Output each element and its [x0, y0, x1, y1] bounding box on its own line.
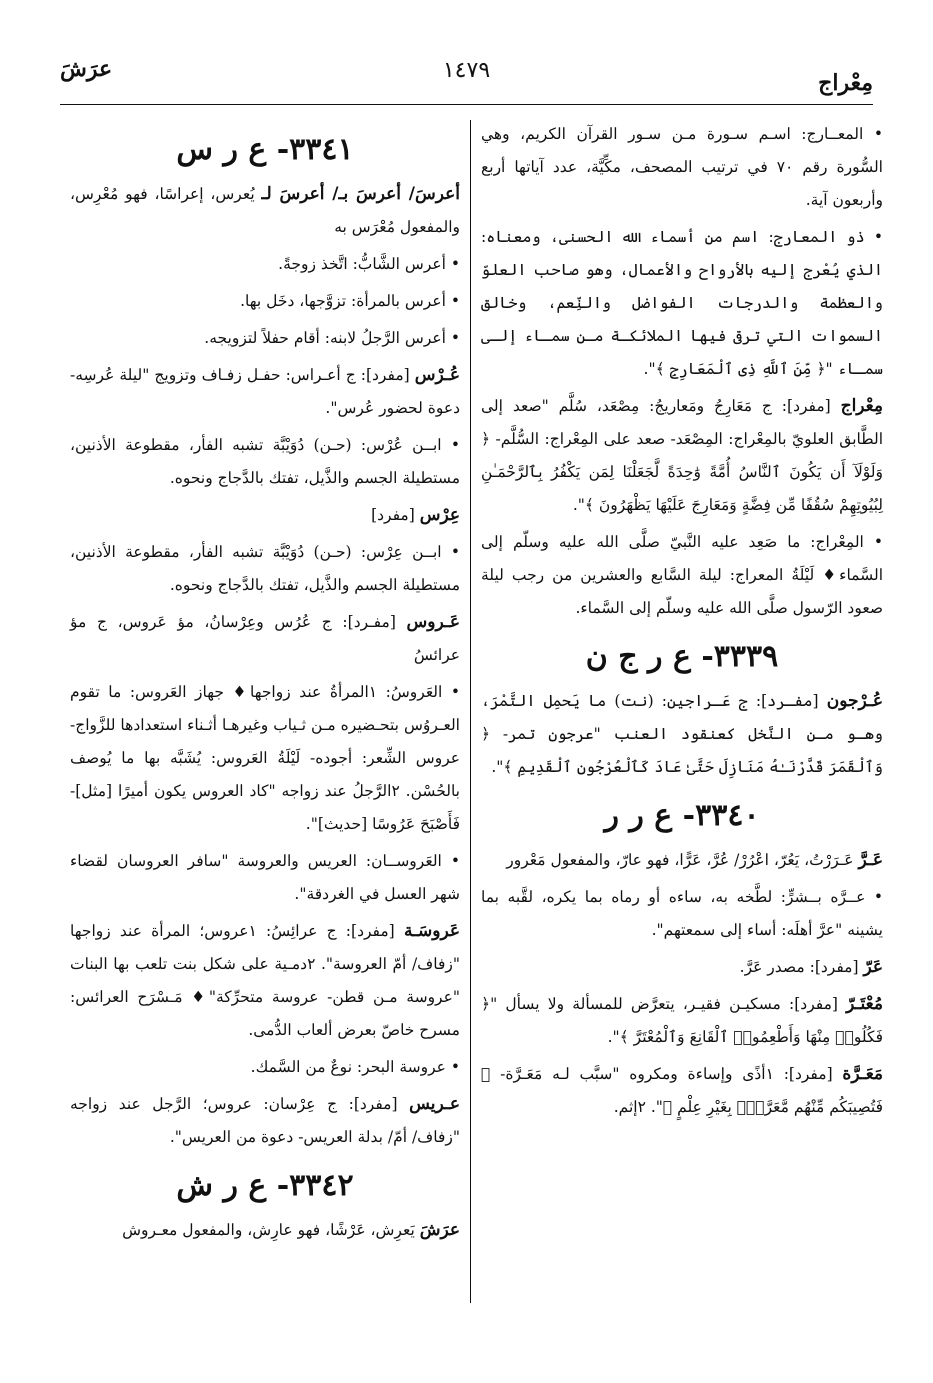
entry: عُـرْجون [مفـرد]: ج عَـراجين: (نت) ما يَحمِل التَّمْرَ، وهـو مـن النَّخل كعنقود العنب "عرجون تمر- ﴿ وَٱلْقَمَرَ قَدَّرْنَـٰهُ مَنَازِلَ حَتَّىٰ عَادَ كَٱلْعُرْجُونِ ٱلْقَدِيمِ ﴾". — [481, 691, 883, 776]
entry: عَـرَّ عَـرَرْتُ، يَعُرّ، اعْرُرْ/ عُرَّ، عَرًّا، فهو عارّ، والمفعول مَعْرور — [506, 850, 883, 870]
entry: • ابــن عِرْس: (حـن) دُوَيْبَّة تشبه الفأر، مقطوعة الأذنين، مستطيلة الجسم والذَّيل، تفتك بالدَّجاج ونحوه. — [70, 543, 460, 594]
headword: مَعَـرَّة — [842, 1064, 883, 1084]
headword: عَـرَّ — [858, 850, 883, 870]
entry: عرَشَ يَعرِش، عَرْشًا، فهو عارِش، والمفعول معـروش — [122, 1220, 460, 1240]
entry: • العَروســان: العريس والعروسة "سافر العروسان لقضاء شهر العسل في الغردقة". — [70, 852, 460, 903]
page-header — [60, 48, 873, 108]
entry: • أعرس الرَّجلُ لابنه: أقام حفلاً لتزويجه. — [204, 329, 460, 347]
left-column — [70, 118, 460, 1251]
entry: • عــرَّه بــشرٍّ: لطَّخه به، ساءه أو رماه بما يكره، لقَّبه بما يشينه "عرَّ أهلَه: أساء إلى سمعتهم". — [481, 888, 883, 939]
entry: • المعــارج: اسـم سـورة مـن سـور القرآن الكريم، وهي السُّورة رقم ٧٠ في ترتيب المصحف، مكِّيَّة، عدد آياتها أربع وأربعون آية. — [481, 125, 883, 209]
entry: • ابــن عُرْس: (حـن) دُوَيْبَّة تشبه الفأر، مقطوعة الأذنين، مستطيلة الجسم والذَّيل، تفتك بالدَّجاج ونحوه. — [70, 436, 460, 487]
headword: عَرّ — [863, 957, 883, 977]
entry: عَرّ [مفرد]: مصدر عَرَّ. — [739, 957, 883, 977]
entry: مِعْراج [مفرد]: ج مَعَارِجُ ومَعاريجُ: مِصْعَد، سُلَّم "صعد إلى الطَّابق العلويّ بالمِعْراج: المِصْعَد- صعد على المِعْراج: السُّلَّم- ﴿ وَلَوْلَآ أَن يَكُونَ ٱلنَّاسُ أُمَّةً وَٰحِدَةً لَّجَعَلْنَا لِمَن يَكْفُرُ بِٱلرَّحْمَـٰنِ لِبُيُوتِهِمْ سُقُفًا مِّن فِضَّةٍ وَمَعَارِجَ عَلَيْهَا يَظْهَرُونَ ﴾". — [481, 396, 883, 514]
entry: • العَروسُ: ١المرأةُ عند زواجها♦ جهاز العَروس: ما تقوم العـروُس بتحـضيره مـن ثـياب وغيرهـا أثـناء استعدادها للزَّواج- عروس الشِّعر: أجوده- لَيْلَةُ العَروس: يُشَبَّه بها ما يُوصف بالحُسْن. ٢الرَّجلُ عند زواجه "كاد العروس يكون أميرًا [مثل]- فَأَصْبَحَ عَرُوسًا [حديث]". — [70, 683, 460, 833]
headword: عِرْس — [419, 505, 460, 525]
entry: عَـروس [مفـرد]: ج عُرُس وعِرْسانُ، مؤ عَروس، ج مؤ عرائسُ — [70, 612, 460, 664]
entry: عـريس [مفرد]: ج عِرْسان: عروس؛ الرَّجل عند زواجه "زفاف/ أمّ/ بدلة العريس- دعوة من العريس". — [70, 1094, 460, 1146]
entry: عُـرْس [مفرد]: ج أعـراس: حفـل زفـاف وتزويج "ليلة عُرسِه- دعوة لحضور عُرس". — [70, 365, 460, 417]
entry: • ذو المعارج: اسم من أسماء الله الحسنى، ومعناه: الذي يُعْرج إليه بالأرواح والأعمال، وهو صاحب العلوّ والعظمة والدرجات الفواضل والنِّعم، وخالق السموات التي ترقى فيها الملائكـة مـن سمـاء إلـى سمـاء "﴿ مِّنَ ٱللَّهِ ذِى ٱلْمَعَارِجِ ﴾". — [481, 228, 883, 378]
entry: مُعْتَـرّ [مفرد]: مسكيـن فقيـر، يتعرَّض للمسألة ولا يسأل "﴿ فَكُلُوا۟ مِنْهَا وَأَطْعِمُوا۟ ٱلْقَانِعَ وَٱلْمُعْتَرَّ ﴾". — [481, 994, 883, 1046]
header-right-headword: مِعْراج — [818, 70, 873, 96]
entry: عَروسَـة [مفرد]: ج عرائِسُ: ١عروس؛ المرأة عند زواجها "زفاف/ أمّ العروسة". ٢دمـية على شكل بنت تلعب بها البنات "عروسة مـن قطن- عروسة متحرِّكة"♦ مَـسْرَح العرائس: مسرح خاصّ بعرض ألعاب الدُّمى. — [70, 921, 461, 1039]
headword: عـريس — [409, 1094, 460, 1114]
entry: • المِعْراج: ما صَعِد عليه النَّبيّ صلَّى الله عليه وسلّم إلى السَّماء♦ لَيْلَةُ المعراج: ليلة السَّابع والعشرين من رجب ليلة صعود الرّسول صلَّى الله عليه وسلّم إلى السَّماء. — [481, 533, 883, 617]
headword: عَـروس — [406, 612, 460, 632]
entry: • أعرس الشَّابُّ: اتَّخذ زوجةً. — [278, 255, 460, 273]
headword: عُـرْجون — [826, 691, 883, 711]
root-heading: ٣٣٣٩- ع ر ج ن — [585, 639, 779, 674]
header-left-headword: عرَشَ — [60, 56, 113, 82]
headword: مُعْتَـرّ — [846, 994, 883, 1014]
headword: عُـرْس — [414, 365, 460, 385]
root-heading: ٣٣٤٢- ع ر ش — [176, 1168, 354, 1203]
entry: • عروسة البحر: نوعٌ من السَّمك. — [250, 1058, 460, 1076]
root-heading: ٣٣٤١- ع ر س — [176, 132, 354, 167]
root-heading: ٣٣٤٠- ع ر ر — [604, 798, 760, 833]
headword: عَروسَـة — [403, 921, 461, 941]
entry: عِرْس [مفرد] — [371, 505, 460, 525]
page-number: ١٤٧٩ — [442, 58, 491, 83]
entry: • أعرس بالمرأة: تزوَّجها، دخَل بها. — [240, 292, 460, 310]
headword: مِعْراج — [840, 396, 883, 416]
headword: أعرسَ/ أعرسَ بـ/ أعرسَ لـ — [261, 184, 460, 204]
entry: مَعَـرَّة [مفرد]: ١أذًى وإساءة ومكروه "سبَّب لـه مَعَـرَّة- ﴿ فَتُصِيبَكُم مِّنْهُم مَّعَرَّةٌۢ بِغَيْرِ عِلْمٍ ﴾". ٢إثم. — [481, 1064, 883, 1116]
header-rule — [60, 104, 873, 105]
headword: عرَشَ — [419, 1220, 460, 1240]
column-divider — [470, 120, 471, 1303]
entry: أعرسَ/ أعرسَ بـ/ أعرسَ لـ يُعرس، إعراسًا، فهو مُعْرِس، والمفعول مُعْرَس به — [70, 184, 460, 236]
right-column — [481, 118, 883, 1128]
